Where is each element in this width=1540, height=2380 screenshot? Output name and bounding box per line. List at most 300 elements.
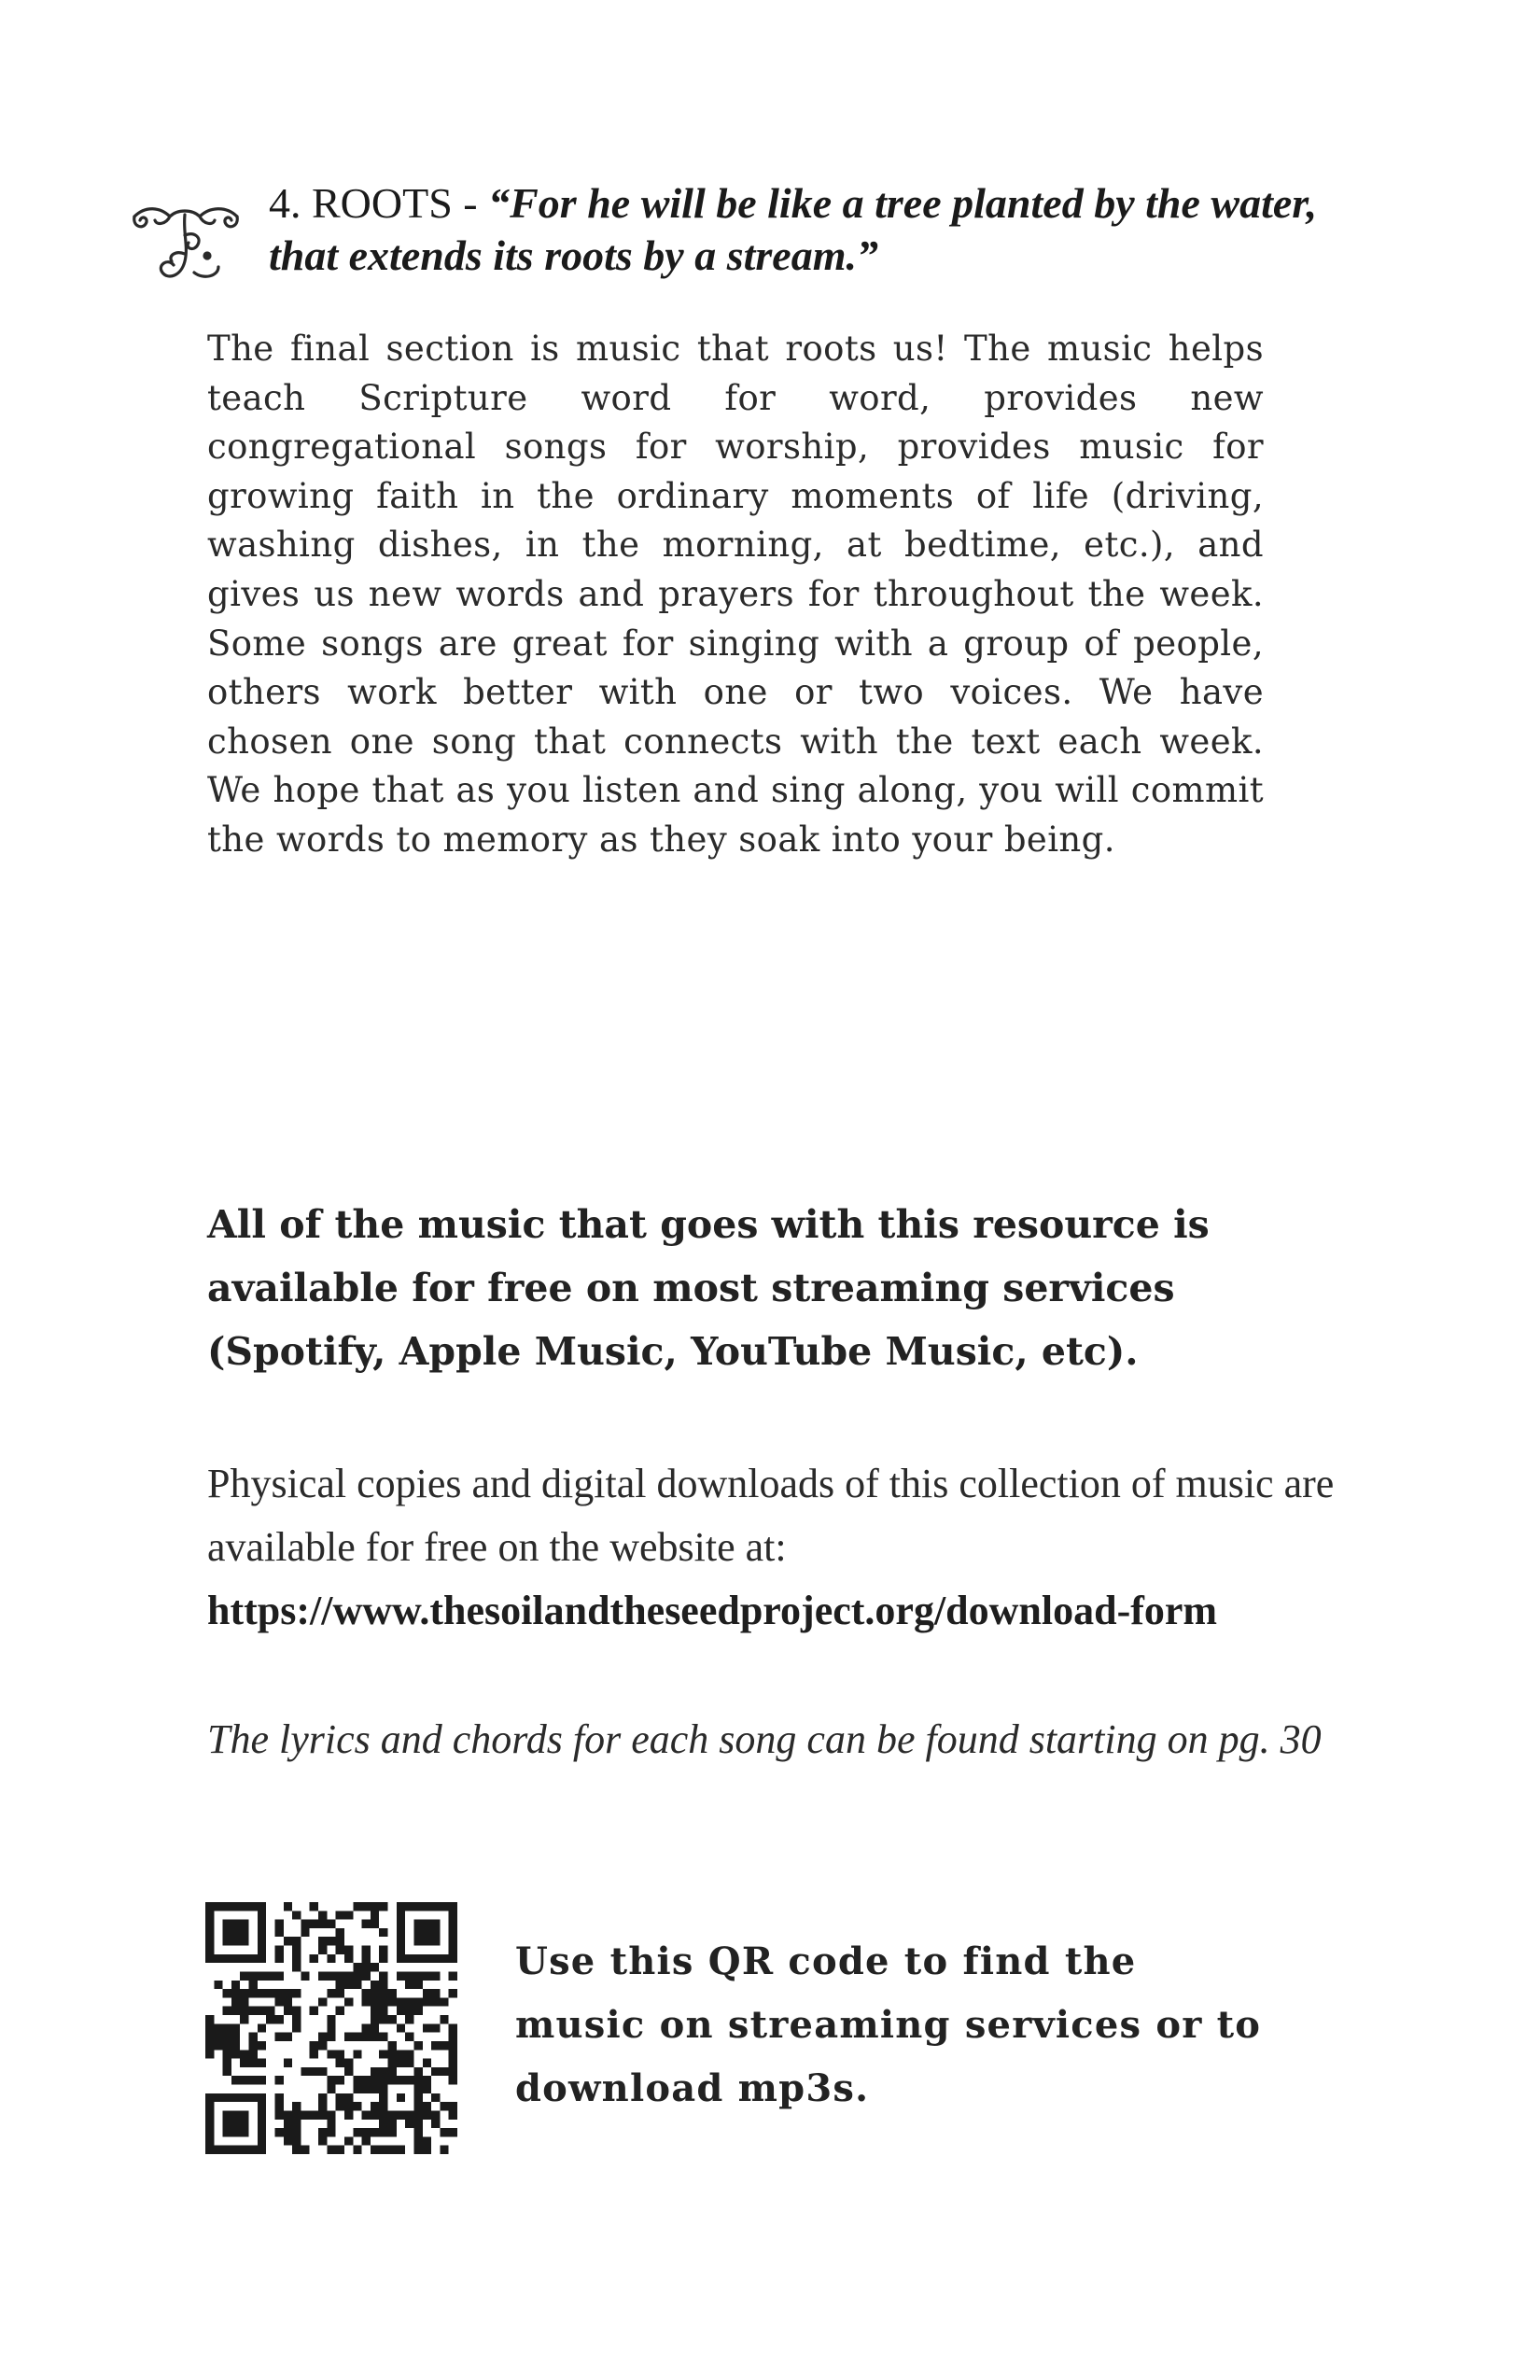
qr-module bbox=[336, 1911, 344, 1919]
qr-module bbox=[223, 2007, 231, 2015]
qr-module bbox=[440, 2146, 448, 2154]
qr-module bbox=[344, 1946, 353, 1954]
qr-module bbox=[371, 1911, 379, 1919]
qr-module bbox=[249, 2050, 258, 2058]
qr-module bbox=[292, 2120, 301, 2128]
qr-module bbox=[223, 2110, 231, 2119]
qr-module bbox=[318, 2093, 327, 2102]
qr-module bbox=[223, 1937, 231, 1945]
qr-module bbox=[388, 2041, 397, 2050]
qr-module bbox=[362, 2033, 371, 2041]
qr-module bbox=[362, 2136, 371, 2145]
qr-module bbox=[327, 2033, 335, 2041]
qr-module bbox=[274, 2110, 283, 2119]
qr-module bbox=[413, 1902, 422, 1911]
qr-module bbox=[240, 1928, 248, 1937]
qr-module bbox=[388, 2050, 397, 2058]
qr-module bbox=[205, 2093, 214, 2102]
qr-module bbox=[258, 1989, 266, 1997]
qr-module bbox=[336, 1989, 344, 1997]
qr-module bbox=[371, 1920, 379, 1928]
qr-module bbox=[249, 1989, 258, 1997]
qr-module bbox=[405, 2076, 413, 2084]
qr-module bbox=[353, 1981, 361, 1989]
qr-module bbox=[231, 2033, 240, 2041]
qr-module bbox=[240, 1902, 248, 1911]
qr-module bbox=[258, 2007, 266, 2015]
qr-module bbox=[405, 2007, 413, 2015]
qr-module bbox=[379, 1989, 387, 1997]
qr-module bbox=[388, 2067, 397, 2076]
qr-module bbox=[327, 2050, 335, 2058]
qr-module bbox=[231, 2023, 240, 2032]
qr-module bbox=[397, 2007, 405, 2015]
qr-code-icon[interactable] bbox=[205, 1902, 457, 2154]
qr-module bbox=[449, 1920, 457, 1928]
qr-module bbox=[292, 2110, 301, 2119]
qr-module bbox=[431, 2110, 440, 2119]
streaming-availability-note: All of the music that goes with this resource is available for free on most streaming services (Spotify, Apple Music, YouTube Music, etc). bbox=[207, 1202, 1210, 1374]
qr-module bbox=[310, 2110, 318, 2119]
qr-module bbox=[379, 1928, 387, 1937]
qr-module bbox=[371, 2007, 379, 2015]
qr-module bbox=[449, 2128, 457, 2136]
qr-module bbox=[205, 2120, 214, 2128]
qr-module bbox=[449, 2102, 457, 2110]
qr-module bbox=[353, 2085, 361, 2093]
qr-module bbox=[362, 1963, 371, 1971]
qr-module bbox=[231, 2050, 240, 2058]
qr-module bbox=[344, 2067, 353, 2076]
qr-module bbox=[214, 2033, 222, 2041]
qr-module bbox=[223, 2128, 231, 2136]
qr-module bbox=[423, 2059, 431, 2067]
qr-module bbox=[379, 2033, 387, 2041]
qr-module bbox=[388, 2015, 397, 2023]
qr-module bbox=[205, 1937, 214, 1945]
download-form-link[interactable]: https://www.thesoilandtheseedproject.org/download-form bbox=[207, 1588, 1218, 1633]
qr-module bbox=[223, 1989, 231, 1997]
qr-module bbox=[240, 1971, 248, 1980]
qr-module bbox=[231, 1954, 240, 1963]
qr-module bbox=[205, 1911, 214, 1919]
qr-module bbox=[318, 2136, 327, 2145]
qr-module bbox=[318, 2041, 327, 2050]
qr-module bbox=[431, 2067, 440, 2076]
qr-module bbox=[327, 2128, 335, 2136]
qr-module bbox=[423, 1902, 431, 1911]
qr-module bbox=[336, 2059, 344, 2067]
qr-module bbox=[449, 2110, 457, 2119]
qr-module bbox=[292, 2102, 301, 2110]
qr-module bbox=[231, 1920, 240, 1928]
qr-module bbox=[413, 1971, 422, 1980]
qr-module bbox=[327, 1920, 335, 1928]
qr-module bbox=[397, 1971, 405, 1980]
qr-module bbox=[292, 2146, 301, 2154]
qr-module bbox=[205, 2146, 214, 2154]
qr-module bbox=[397, 2050, 405, 2058]
qr-module bbox=[371, 1902, 379, 1911]
qr-module bbox=[205, 1902, 214, 1911]
qr-module bbox=[292, 2015, 301, 2023]
qr-module bbox=[388, 2076, 397, 2084]
qr-module bbox=[379, 1946, 387, 1954]
qr-module bbox=[431, 1989, 440, 1997]
qr-module bbox=[249, 2007, 258, 2015]
qr-module bbox=[431, 2093, 440, 2102]
qr-module bbox=[405, 2110, 413, 2119]
qr-module bbox=[371, 2146, 379, 2154]
qr-module bbox=[214, 2041, 222, 2050]
qr-module bbox=[249, 2041, 258, 2050]
qr-module bbox=[423, 1989, 431, 1997]
qr-module bbox=[214, 1981, 222, 1989]
section-number-title: 4. ROOTS - bbox=[269, 179, 489, 227]
qr-module bbox=[240, 1937, 248, 1945]
qr-module bbox=[327, 1954, 335, 1963]
qr-module bbox=[214, 2093, 222, 2102]
qr-module bbox=[205, 2128, 214, 2136]
qr-module bbox=[397, 1911, 405, 1919]
qr-module bbox=[318, 1971, 327, 1980]
qr-module bbox=[344, 2102, 353, 2110]
qr-module bbox=[274, 1997, 283, 2006]
qr-module bbox=[405, 1902, 413, 1911]
qr-module bbox=[274, 2033, 283, 2041]
qr-module bbox=[231, 1902, 240, 1911]
qr-module bbox=[223, 2023, 231, 2032]
qr-module bbox=[284, 1902, 292, 1911]
qr-module bbox=[413, 1954, 422, 1963]
qr-module bbox=[388, 1989, 397, 1997]
qr-module bbox=[413, 2007, 422, 2015]
qr-module bbox=[405, 2050, 413, 2058]
qr-module bbox=[413, 1920, 422, 1928]
qr-module bbox=[231, 2093, 240, 2102]
qr-module bbox=[249, 1981, 258, 1989]
qr-module bbox=[413, 2093, 422, 2102]
qr-module bbox=[353, 2076, 361, 2084]
qr-module bbox=[413, 2041, 422, 2050]
qr-module bbox=[449, 2050, 457, 2058]
qr-module bbox=[388, 2146, 397, 2154]
qr-module bbox=[449, 2059, 457, 2067]
qr-module bbox=[327, 2076, 335, 2084]
qr-module bbox=[397, 2093, 405, 2102]
section-heading bbox=[269, 177, 1323, 282]
qr-module bbox=[205, 1946, 214, 1954]
qr-module bbox=[371, 2128, 379, 2136]
qr-module bbox=[344, 2093, 353, 2102]
qr-module bbox=[223, 2050, 231, 2058]
qr-module bbox=[240, 2015, 248, 2023]
qr-module bbox=[440, 1997, 448, 2006]
qr-module bbox=[413, 1937, 422, 1945]
qr-module bbox=[423, 1997, 431, 2006]
qr-module bbox=[284, 2110, 292, 2119]
qr-module bbox=[249, 1954, 258, 1963]
qr-module bbox=[362, 2128, 371, 2136]
qr-module bbox=[413, 1997, 422, 2006]
qr-module bbox=[344, 1971, 353, 1980]
qr-module bbox=[431, 1920, 440, 1928]
qr-module bbox=[405, 2120, 413, 2128]
qr-module bbox=[413, 1981, 422, 1989]
qr-module bbox=[318, 2033, 327, 2041]
qr-module bbox=[274, 1928, 283, 1937]
qr-module bbox=[353, 2050, 361, 2058]
qr-module bbox=[413, 2136, 422, 2145]
qr-module bbox=[318, 1920, 327, 1928]
qr-module bbox=[214, 2023, 222, 2032]
qr-module bbox=[249, 2059, 258, 2067]
qr-module bbox=[353, 2128, 361, 2136]
qr-module bbox=[397, 1997, 405, 2006]
qr-module bbox=[423, 2110, 431, 2119]
qr-module bbox=[266, 1989, 274, 1997]
qr-module bbox=[292, 1963, 301, 1971]
qr-module bbox=[344, 1954, 353, 1963]
qr-module bbox=[379, 1954, 387, 1963]
qr-module bbox=[379, 1997, 387, 2006]
qr-module bbox=[231, 1981, 240, 1989]
qr-module bbox=[214, 1954, 222, 1963]
qr-module bbox=[362, 1989, 371, 1997]
qr-module bbox=[449, 2076, 457, 2084]
qr-module bbox=[310, 2067, 318, 2076]
qr-module bbox=[362, 2110, 371, 2119]
qr-module bbox=[231, 2007, 240, 2015]
qr-module bbox=[231, 2076, 240, 2084]
qr-module bbox=[379, 2120, 387, 2128]
qr-module bbox=[449, 1954, 457, 1963]
qr-module bbox=[431, 1937, 440, 1945]
qr-module bbox=[284, 1997, 292, 2006]
qr-module bbox=[301, 2067, 309, 2076]
qr-module bbox=[274, 1920, 283, 1928]
qr-module bbox=[258, 2102, 266, 2110]
qr-module bbox=[431, 1902, 440, 1911]
qr-module bbox=[258, 1937, 266, 1945]
qr-module bbox=[379, 2007, 387, 2015]
qr-module bbox=[310, 1920, 318, 1928]
qr-module bbox=[258, 2128, 266, 2136]
qr-module bbox=[449, 2023, 457, 2032]
qr-module bbox=[336, 2007, 344, 2015]
qr-module bbox=[397, 2110, 405, 2119]
qr-module bbox=[258, 2146, 266, 2154]
qr-module bbox=[371, 1989, 379, 1997]
qr-module bbox=[379, 2015, 387, 2023]
qr-module bbox=[440, 2128, 448, 2136]
qr-module bbox=[284, 2033, 292, 2041]
qr-module bbox=[423, 2076, 431, 2084]
qr-module bbox=[449, 1989, 457, 1997]
qr-module bbox=[258, 2041, 266, 2050]
qr-module bbox=[292, 1911, 301, 1919]
qr-module bbox=[274, 1954, 283, 1963]
qr-module bbox=[440, 2041, 448, 2050]
qr-module bbox=[240, 1989, 248, 1997]
qr-module bbox=[240, 2128, 248, 2136]
qr-module bbox=[371, 2023, 379, 2032]
qr-module bbox=[405, 1971, 413, 1980]
qr-module bbox=[301, 1928, 309, 1937]
qr-module bbox=[405, 2033, 413, 2041]
qr-module bbox=[413, 2076, 422, 2084]
qr-module bbox=[397, 1937, 405, 1945]
qr-module bbox=[318, 1997, 327, 2006]
qr-module bbox=[353, 1902, 361, 1911]
qr-module bbox=[344, 2059, 353, 2067]
qr-module bbox=[405, 2059, 413, 2067]
qr-module bbox=[214, 2146, 222, 2154]
qr-module bbox=[292, 2136, 301, 2145]
qr-module bbox=[318, 2102, 327, 2110]
qr-module bbox=[397, 2146, 405, 2154]
qr-module bbox=[371, 2067, 379, 2076]
qr-module bbox=[379, 2050, 387, 2058]
qr-module bbox=[258, 1971, 266, 1980]
qr-module bbox=[449, 1971, 457, 1980]
qr-module bbox=[336, 2146, 344, 2154]
qr-module bbox=[292, 1937, 301, 1945]
qr-module bbox=[431, 1954, 440, 1963]
qr-module bbox=[423, 2085, 431, 2093]
qr-module bbox=[284, 2120, 292, 2128]
qr-module bbox=[249, 2093, 258, 2102]
qr-module bbox=[379, 2093, 387, 2102]
decorative-flourish-icon bbox=[129, 198, 241, 291]
qr-module bbox=[362, 2085, 371, 2093]
qr-module bbox=[413, 2120, 422, 2128]
lyrics-chords-note: The lyrics and chords for each song can be found starting on pg. 30 bbox=[207, 1716, 1322, 1762]
qr-module bbox=[353, 1971, 361, 1980]
qr-module bbox=[371, 2085, 379, 2093]
qr-module bbox=[318, 2067, 327, 2076]
qr-module bbox=[240, 2120, 248, 2128]
qr-module bbox=[440, 2102, 448, 2110]
qr-module bbox=[379, 2110, 387, 2119]
qr-module bbox=[344, 1981, 353, 1989]
qr-module bbox=[405, 2015, 413, 2023]
qr-module bbox=[258, 1902, 266, 1911]
qr-module bbox=[240, 2076, 248, 2084]
qr-module bbox=[249, 2033, 258, 2041]
qr-module bbox=[379, 1981, 387, 1989]
qr-module bbox=[274, 1989, 283, 1997]
qr-module bbox=[240, 2093, 248, 2102]
qr-module bbox=[284, 2007, 292, 2015]
qr-module bbox=[327, 2023, 335, 2032]
qr-module bbox=[449, 1911, 457, 1919]
qr-module bbox=[423, 1928, 431, 1937]
copies-availability-text: Physical copies and digital downloads of this collection of music are available for free on the website at: bbox=[207, 1461, 1335, 1570]
qr-module bbox=[223, 2093, 231, 2102]
qr-module bbox=[449, 2041, 457, 2050]
qr-module bbox=[353, 1963, 361, 1971]
qr-module bbox=[423, 1954, 431, 1963]
qr-module bbox=[344, 1997, 353, 2006]
qr-module bbox=[258, 1954, 266, 1963]
qr-module bbox=[397, 2059, 405, 2067]
qr-module bbox=[327, 1989, 335, 1997]
qr-module bbox=[379, 1902, 387, 1911]
qr-module bbox=[327, 1937, 335, 1945]
qr-module bbox=[423, 1971, 431, 1980]
qr-module bbox=[388, 2110, 397, 2119]
qr-module bbox=[344, 2033, 353, 2041]
qr-module bbox=[336, 1981, 344, 1989]
qr-module bbox=[397, 2076, 405, 2084]
qr-module bbox=[223, 2033, 231, 2041]
qr-module bbox=[310, 2007, 318, 2015]
qr-module bbox=[413, 1928, 422, 1937]
qr-module bbox=[327, 2146, 335, 2154]
qr-module bbox=[274, 2015, 283, 2023]
qr-module bbox=[284, 2136, 292, 2145]
qr-module bbox=[266, 2007, 274, 2015]
qr-module bbox=[327, 2085, 335, 2093]
qr-module bbox=[449, 2067, 457, 2076]
qr-module bbox=[362, 1997, 371, 2006]
qr-module bbox=[240, 2059, 248, 2067]
qr-module bbox=[249, 1971, 258, 1980]
qr-module bbox=[258, 1946, 266, 1954]
qr-module bbox=[371, 1981, 379, 1989]
qr-module bbox=[258, 1920, 266, 1928]
qr-module bbox=[274, 1946, 283, 1954]
qr-module bbox=[231, 2128, 240, 2136]
qr-module bbox=[223, 1920, 231, 1928]
qr-module bbox=[362, 1920, 371, 1928]
qr-module bbox=[258, 2076, 266, 2084]
qr-module bbox=[310, 1954, 318, 1963]
qr-module bbox=[423, 1920, 431, 1928]
qr-module bbox=[231, 2041, 240, 2050]
qr-module bbox=[371, 2110, 379, 2119]
qr-code-caption: Use this QR code to find the music on streaming services or to download mp3s. bbox=[515, 1939, 1262, 2110]
qr-module bbox=[431, 2023, 440, 2032]
qr-module bbox=[292, 2128, 301, 2136]
qr-module bbox=[258, 2136, 266, 2145]
qr-module bbox=[249, 2076, 258, 2084]
qr-module bbox=[449, 2033, 457, 2041]
qr-module bbox=[371, 2076, 379, 2084]
qr-module bbox=[449, 1937, 457, 1945]
qr-module bbox=[292, 1954, 301, 1963]
qr-module bbox=[362, 2076, 371, 2084]
qr-module bbox=[397, 1928, 405, 1937]
qr-module bbox=[362, 1971, 371, 1980]
qr-module bbox=[223, 1954, 231, 1963]
qr-module bbox=[240, 2146, 248, 2154]
qr-module bbox=[205, 2033, 214, 2041]
qr-module bbox=[379, 2085, 387, 2093]
qr-module bbox=[231, 2120, 240, 2128]
qr-module bbox=[388, 2120, 397, 2128]
qr-module bbox=[284, 1989, 292, 1997]
qr-module bbox=[231, 1989, 240, 1997]
qr-module bbox=[336, 2076, 344, 2084]
qr-module bbox=[301, 2110, 309, 2119]
qr-module bbox=[423, 1937, 431, 1945]
qr-module bbox=[336, 2102, 344, 2110]
qr-module bbox=[205, 2050, 214, 2058]
qr-module bbox=[223, 2146, 231, 2154]
qr-module bbox=[344, 2110, 353, 2119]
